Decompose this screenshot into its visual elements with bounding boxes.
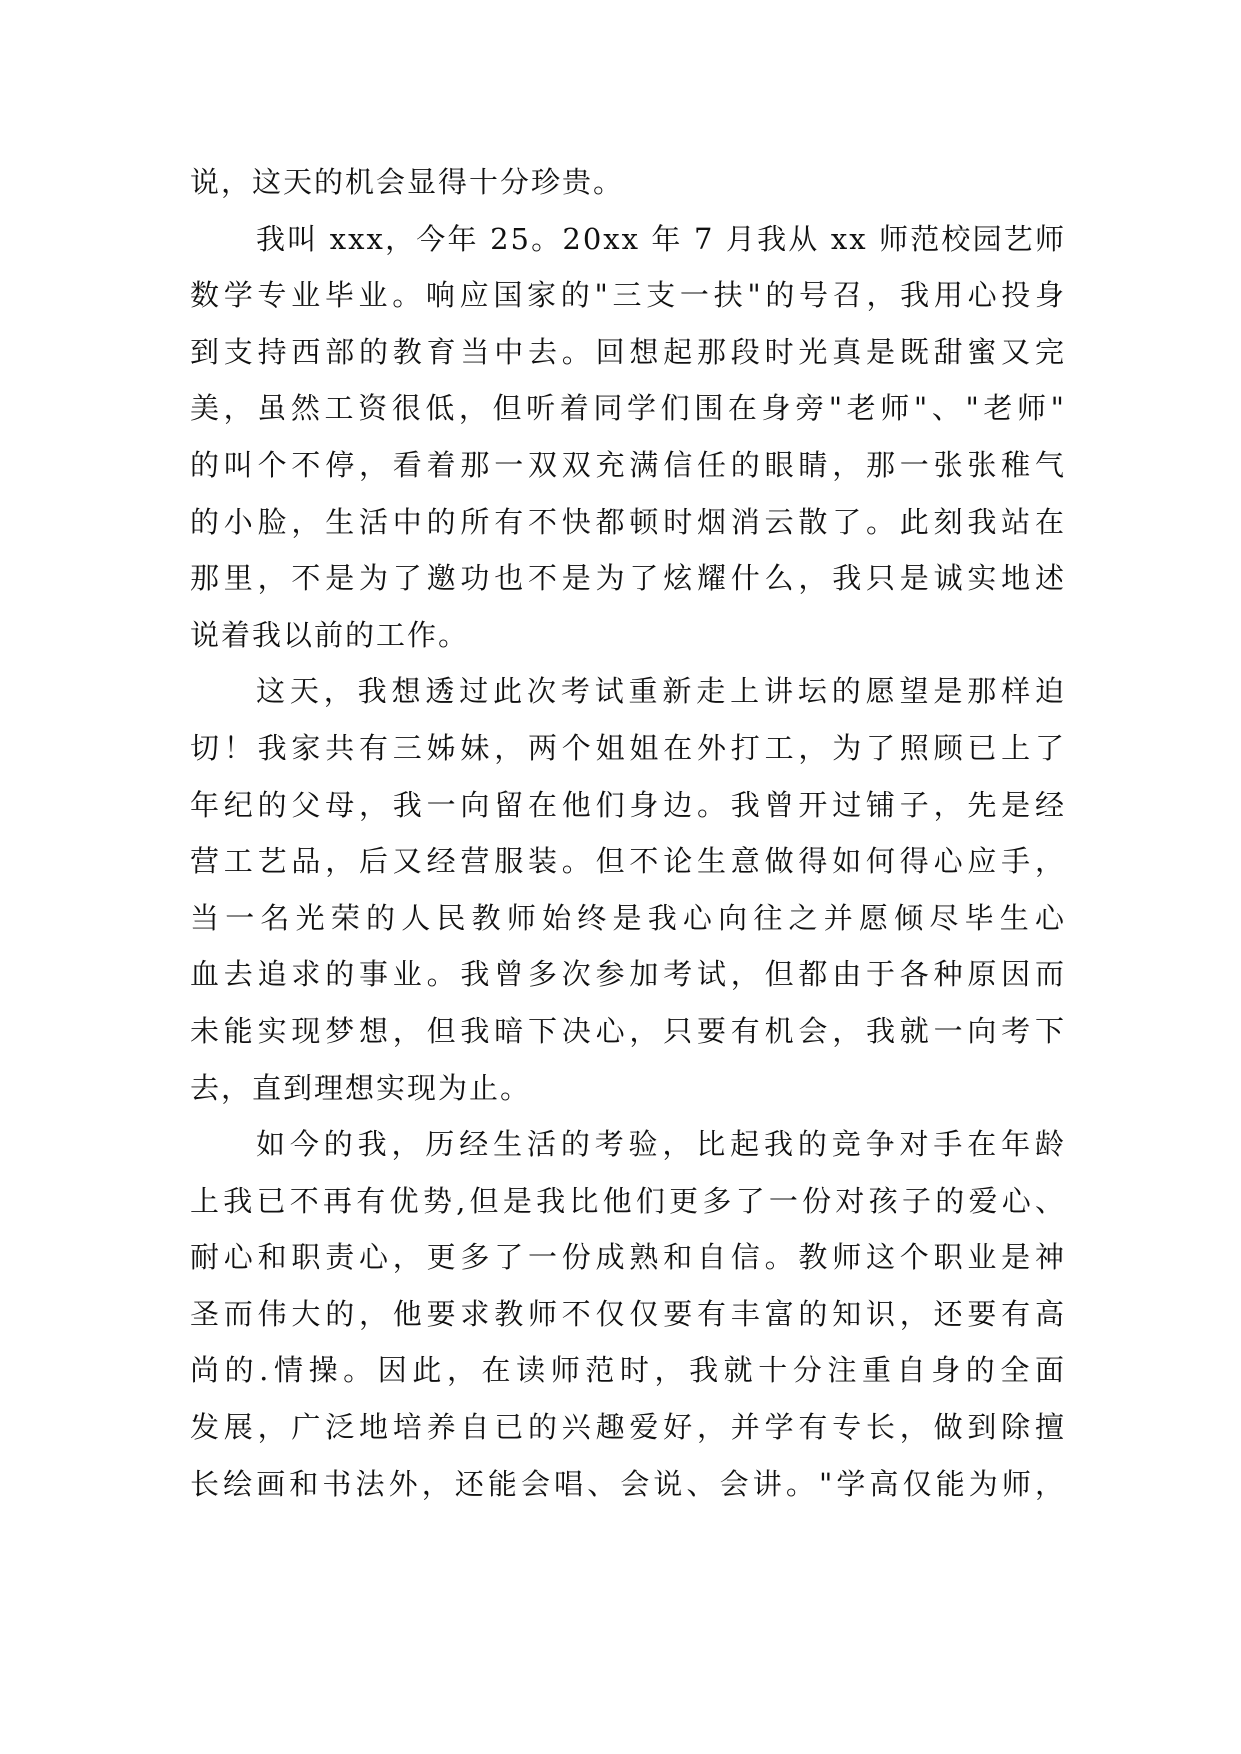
- text-line: 耐心和职责心，更多了一份成熟和自信。教师这个职业是神: [190, 1240, 1066, 1275]
- text-line: 长绘画和书法外，还能会唱、会说、会讲。"学高仅能为师，: [190, 1466, 1066, 1501]
- text-line: 数学专业毕业。响应国家的"三支一扶"的号召，我用心投身: [190, 278, 1066, 313]
- text-line: 年纪的父母，我一向留在他们身边。我曾开过铺子，先是经: [190, 787, 1066, 822]
- text-line: 上我已不再有优势,但是我比他们更多了一份对孩子的爱心、: [190, 1183, 1066, 1218]
- text-line: 说，这天的机会显得十分珍贵。: [190, 165, 625, 199]
- text-line: 血去追求的事业。我曾多次参加考试，但都由于各种原因而: [190, 957, 1066, 992]
- text-line: 的小脸，生活中的所有不快都顿时烟消云散了。此刻我站在: [190, 504, 1066, 539]
- text-line: 我叫 xxx，今年 25。20xx 年 7 月我从 xx 师范校园艺师: [256, 221, 1066, 256]
- text-line: 到支持西部的教育当中去。回想起那段时光真是既甜蜜又完: [190, 334, 1066, 369]
- body-text: [190, 154, 1066, 1512]
- text-line: 如今的我，历经生活的考验，比起我的竞争对手在年龄: [256, 1127, 1066, 1162]
- text-line: 去，直到理想实现为止。: [190, 1070, 532, 1105]
- text-line: 美，虽然工资很低，但听着同学们围在身旁"老师"、"老师": [190, 391, 1066, 426]
- text-line: 营工艺品，后又经营服装。但不论生意做得如何得心应手，: [190, 844, 1066, 879]
- text-line: 尚的.情操。因此，在读师范时，我就十分注重自身的全面: [190, 1353, 1066, 1388]
- text-line: 切！我家共有三姊妹，两个姐姐在外打工，为了照顾已上了: [190, 730, 1066, 765]
- text-line: 这天，我想透过此次考试重新走上讲坛的愿望是那样迫: [256, 674, 1066, 709]
- text-line: 圣而伟大的，他要求教师不仅仅要有丰富的知识，还要有高: [190, 1296, 1066, 1331]
- text-line: 的叫个不停，看着那一双双充满信任的眼睛，那一张张稚气: [190, 447, 1066, 482]
- text-line: 当一名光荣的人民教师始终是我心向往之并愿倾尽毕生心: [190, 900, 1066, 935]
- text-line: 说着我以前的工作。: [190, 617, 470, 652]
- text-line: 未能实现梦想，但我暗下决心，只要有机会，我就一向考下: [190, 1013, 1066, 1048]
- text-line: 发展，广泛地培养自已的兴趣爱好，并学有专长，做到除擅: [190, 1410, 1066, 1445]
- text-line: 那里，不是为了邀功也不是为了炫耀什么，我只是诚实地述: [190, 561, 1066, 596]
